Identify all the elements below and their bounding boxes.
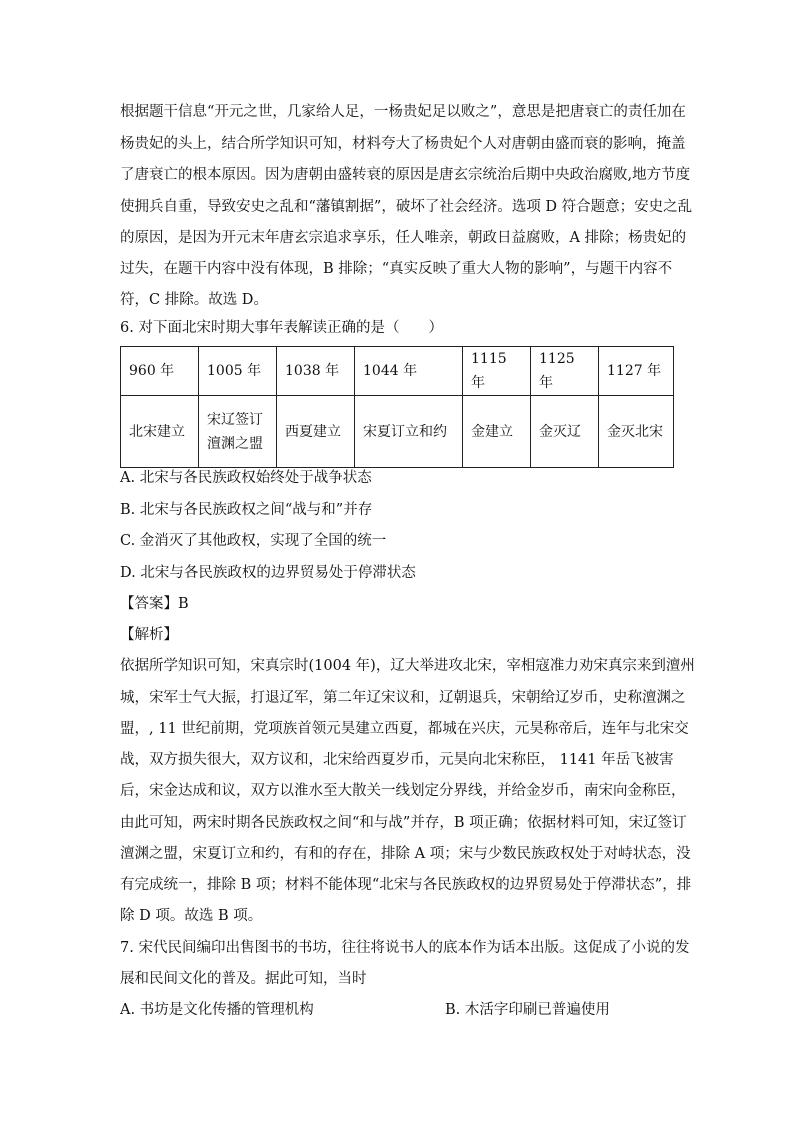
timeline-table <box>120 346 674 468</box>
text-line: 有完成统一，排除 B 项；材料不能体现“北宋与各民族政权的边界贸易处于停滞状态”，排 <box>120 877 692 893</box>
option-a: A. 北宋与各民族政权始终处于战争状态 <box>120 470 372 486</box>
text-line: 除 D 项。故选 B 项。 <box>120 908 263 924</box>
text-line: 战，双方损失很大，双方议和，北宋给西夏岁币，元昊向北宋称臣， 1141 年岳飞被害 <box>120 752 674 768</box>
analysis-heading: 【解析】 <box>120 627 178 643</box>
question-7-stem: 7. 宋代民间编印出售图书的书坊，往往将说书人的底本作为话本出版。这促成了小说的发 <box>120 940 690 956</box>
year-cell: 1005 年 <box>199 347 277 396</box>
text-line: 后，宋金达成和议，双方以淮水至大散关一线划定分界线，并给金岁币，南宋向金称臣， <box>120 783 686 799</box>
text-line: 了唐衰亡的根本原因。因为唐朝由盛转衰的原因是唐玄宗统治后期中央政治腐败,地方节度 <box>120 167 691 183</box>
question-7-stem: 展和民间文化的普及。据此可知，当时 <box>120 971 367 987</box>
event-cell: 金灭北宋 <box>599 396 674 468</box>
event-cell: 西夏建立 <box>277 396 355 468</box>
option-b: B. 木活字印刷已普遍使用 <box>445 1002 610 1018</box>
year-cell: 1038 年 <box>277 347 355 396</box>
text-line: 依据所学知识可知，宋真宗时(1004 年)，辽大举进攻北宋，宰相寇准力劝宋真宗来到澶州 <box>120 658 695 674</box>
year-cell: 1115 年 <box>463 347 531 396</box>
event-cell: 金建立 <box>463 396 531 468</box>
event-cell: 金灭辽 <box>531 396 599 468</box>
table-row-events <box>121 396 674 468</box>
event-cell: 北宋建立 <box>121 396 199 468</box>
event-cell: 宋辽签订 澶渊之盟 <box>199 396 277 468</box>
text-line: 澶渊之盟，宋夏订立和约，有和的存在，排除 A 项；宋与少数民族政权处于对峙状态，没 <box>120 846 691 862</box>
event-cell: 宋夏订立和约 <box>355 396 463 468</box>
year-cell: 1125 年 <box>531 347 599 396</box>
text-line: 盟，, 11 世纪前期，党项族首领元昊建立西夏，都城在兴庆，元昊称帝后，连年与北宋交 <box>120 721 689 737</box>
option-d: D. 北宋与各民族政权的边界贸易处于停滞状态 <box>120 565 416 581</box>
year-cell: 1127 年 <box>599 347 674 396</box>
option-b: B. 北宋与各民族政权之间“战与和”并存 <box>120 502 373 518</box>
text-line: 根据题干信息“开元之世，几家给人足，一杨贵妃足以败之”，意思是把唐衰亡的责任加在 <box>120 104 686 120</box>
text-line: 杨贵妃的头上，结合所学知识可知，材料夸大了杨贵妃个人对唐朝由盛而衰的影响，掩盖 <box>120 136 686 152</box>
year-cell: 960 年 <box>121 347 199 396</box>
year-cell: 1044 年 <box>355 347 463 396</box>
table-row-years <box>121 347 674 396</box>
text-line: 由此可知，两宋时期各民族政权之间“和与战”并存，B 项正确；依据材料可知，宋辽签订 <box>120 815 687 831</box>
text-line: 城，宋军士气大振，打退辽军，第二年辽宋议和，辽朝退兵，宋朝给辽岁币，史称澶渊之 <box>120 690 686 706</box>
option-c: C. 金消灭了其他政权，实现了全国的统一 <box>120 533 387 549</box>
answer-label: 【答案】B <box>120 596 189 612</box>
option-a: A. 书坊是文化传播的管理机构 <box>120 1002 314 1018</box>
text-line: 的原因，是因为开元末年唐玄宗追求享乐，任人唯亲，朝政日益腐败，A 排除；杨贵妃的 <box>120 230 687 246</box>
text-line: 过失，在题干内容中没有体现，B 排除；“真实反映了重大人物的影响”，与题干内容不 <box>120 261 673 277</box>
question-6-stem: 6. 对下面北宋时期大事年表解读正确的是（ ） <box>120 320 443 336</box>
text-line: 使拥兵自重，导致安史之乱和“藩镇割据”，破坏了社会经济。选项 D 符合题意；安史之乱 <box>120 199 693 215</box>
text-line: 符，C 排除。故选 D。 <box>120 292 268 308</box>
